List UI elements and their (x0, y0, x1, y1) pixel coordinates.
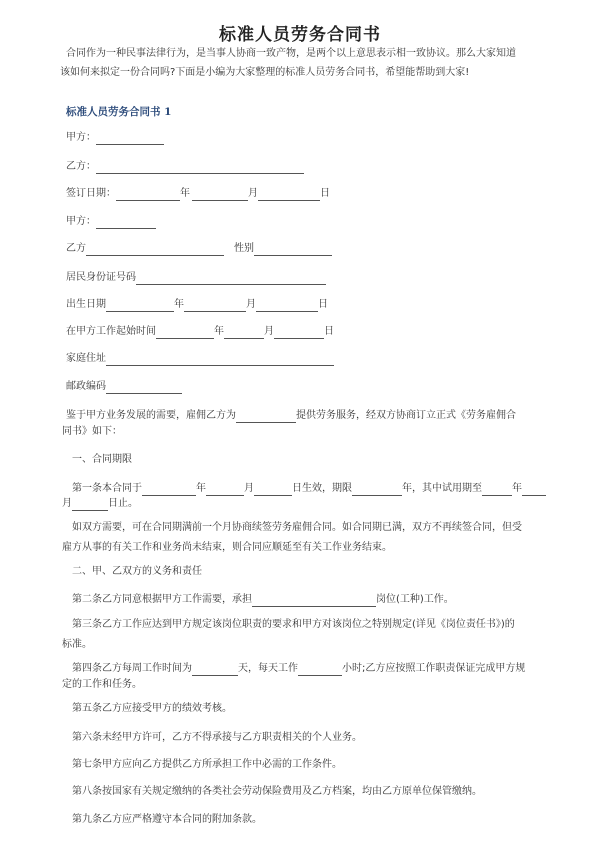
sign-date-row (66, 187, 330, 201)
start-date-row (66, 325, 334, 339)
birth-date-label: 出生日期 (66, 299, 106, 310)
art2-text-a: 第二条乙方同意根据甲方工作需要，承担 (72, 594, 252, 605)
article-2 (72, 593, 454, 607)
birth-year-blank[interactable] (106, 299, 174, 312)
sign-day-blank[interactable] (258, 188, 320, 201)
postcode-blank[interactable] (106, 381, 182, 394)
party-a2-blank[interactable] (96, 216, 156, 229)
party-b-label: 乙方： (66, 161, 96, 172)
art4-text-d: 定的工作和任务。 (62, 679, 142, 690)
sign-year-blank[interactable] (116, 188, 180, 201)
home-address-row (66, 352, 334, 366)
art2-position-blank[interactable] (252, 594, 376, 607)
home-address-blank[interactable] (106, 353, 334, 366)
article-1-line-1 (72, 482, 546, 496)
birth-day-label: 日 (318, 299, 328, 310)
art4-text-a: 第四条乙方每周工作时间为 (72, 663, 192, 674)
service-blank[interactable] (236, 410, 296, 423)
start-day-blank[interactable] (274, 326, 324, 339)
preamble-line-2 (62, 425, 122, 439)
gender-blank[interactable] (254, 243, 332, 256)
start-date-label: 在甲方工作起始时间 (66, 326, 156, 337)
preamble-text-b: 提供劳务服务，经双方协商订立正式《劳务雇佣合 (296, 410, 516, 421)
party-b-blank[interactable] (96, 161, 304, 174)
id-number-row (66, 271, 326, 285)
birth-day-blank[interactable] (256, 299, 318, 312)
postcode-row (66, 380, 182, 394)
renewal-line-2: 雇方从事的有关工作和业务尚未结束，则合同应顺延至有关工作业务结束。 (62, 542, 392, 553)
art4-text-b: 天，每天工作 (238, 663, 298, 674)
party-b-row (66, 160, 304, 174)
preamble-text-c: 同书》如下： (62, 426, 122, 437)
renewal-paragraph (62, 518, 552, 558)
party-b2-name-blank[interactable] (86, 243, 224, 256)
sign-month-blank[interactable] (192, 188, 248, 201)
birth-year-label: 年 (174, 299, 184, 310)
art1-text-c: 年，其中试用期至 (402, 483, 482, 494)
intro-line-2: 该如何来拟定一份合同吗?下面是小编为大家整理的标准人员劳务合同书，希望能帮助到大家! (60, 67, 470, 78)
day-label: 日 (320, 188, 330, 199)
month-label: 月 (248, 188, 258, 199)
start-year-label: 年 (214, 326, 224, 337)
art1-month-label: 月 (244, 483, 254, 494)
start-day-label: 日 (324, 326, 334, 337)
sign-date-label: 签订日期： (66, 188, 116, 199)
party-b2-row (66, 242, 332, 256)
art1-probation-month-label: 月 (62, 498, 72, 509)
art1-text-a: 第一条本合同于 (72, 483, 142, 494)
id-number-label: 居民身份证号码 (66, 272, 136, 283)
article-7 (72, 758, 342, 772)
section-1-heading-text: 一、合同期限 (72, 454, 132, 465)
birth-month-label: 月 (246, 299, 256, 310)
art6-text: 第六条未经甲方许可，乙方不得承接与乙方职责相关的个人业务。 (72, 732, 362, 743)
art1-probation-day-blank[interactable] (72, 498, 108, 511)
year-label: 年 (180, 188, 190, 199)
art1-term-blank[interactable] (352, 483, 402, 496)
gender-label: 性别 (234, 243, 254, 254)
article-9 (72, 813, 262, 827)
art9-text: 第九条乙方应严格遵守本合同的附加条款。 (72, 814, 262, 825)
art3-line-2: 标准。 (62, 639, 92, 650)
art1-probation-month-blank[interactable] (522, 483, 546, 496)
art1-probation-year-label: 年 (512, 483, 522, 494)
section-2-heading-text: 二、甲、乙双方的义务和责任 (72, 566, 202, 577)
art8-text: 第八条按国家有关规定缴纳的各类社会劳动保险费用及乙方档案，均由乙方原单位保管缴纳。 (72, 786, 482, 797)
art4-text-c: 小时;乙方应按照工作职责保证完成甲方规 (342, 663, 526, 674)
intro-line-1: 合同作为一种民事法律行为，是当事人协商一致产物，是两个以上意思表示相一致协议。那么大家知道 (66, 48, 516, 59)
section-1-heading (72, 453, 132, 467)
party-b2-label: 乙方 (66, 243, 86, 254)
article-4-line-1 (72, 662, 525, 676)
art7-text: 第七条甲方应向乙方提供乙方所承担工作中必需的工作条件。 (72, 759, 342, 770)
home-address-label: 家庭住址 (66, 353, 106, 364)
id-number-blank[interactable] (136, 272, 326, 285)
art1-text-d: 日止。 (108, 498, 138, 509)
article-6 (72, 731, 362, 745)
start-month-blank[interactable] (224, 326, 264, 339)
art2-text-b: 岗位(工种)工作。 (376, 594, 454, 605)
renewal-line-1: 如双方需要，可在合同期满前一个月协商续签劳务雇佣合同。如合同期已满，双方不再续签合同，但受 (72, 522, 522, 533)
birth-month-blank[interactable] (184, 299, 246, 312)
article-4-line-2 (62, 678, 142, 692)
article-1-line-2 (62, 497, 138, 511)
art4-days-blank[interactable] (192, 663, 238, 676)
art1-day-blank[interactable] (254, 483, 292, 496)
preamble-text-a: 鉴于甲方业务发展的需要，雇佣乙方为 (66, 410, 236, 421)
article-5 (72, 702, 232, 716)
party-a-row (66, 131, 164, 145)
party-a2-row (66, 215, 156, 229)
start-month-label: 月 (264, 326, 274, 337)
art1-year-label: 年 (196, 483, 206, 494)
art5-text: 第五条乙方应接受甲方的绩效考核。 (72, 703, 232, 714)
article-3 (62, 615, 552, 655)
art4-hours-blank[interactable] (298, 663, 342, 676)
start-year-blank[interactable] (156, 326, 214, 339)
party-a2-label: 甲方： (66, 216, 96, 227)
preamble-line-1 (66, 409, 516, 423)
section-2-heading (72, 565, 202, 579)
party-a-blank[interactable] (96, 132, 164, 145)
art3-line-1: 第三条乙方工作应达到甲方规定该岗位职责的要求和甲方对该岗位之特别规定(详见《岗位责任书》)的 (72, 619, 515, 630)
section-heading: 标准人员劳务合同书 1 (66, 106, 172, 118)
postcode-label: 邮政编码 (66, 381, 106, 392)
birth-date-row (66, 298, 328, 312)
art1-year-blank[interactable] (142, 483, 196, 496)
art1-month-blank[interactable] (206, 483, 244, 496)
art1-probation-year-blank[interactable] (482, 483, 512, 496)
document-title: 标准人员劳务合同书 (219, 25, 381, 45)
article-8 (72, 785, 482, 799)
party-a-label: 甲方： (66, 132, 96, 143)
art1-text-b: 日生效，期限 (292, 483, 352, 494)
intro-paragraph (60, 44, 536, 82)
